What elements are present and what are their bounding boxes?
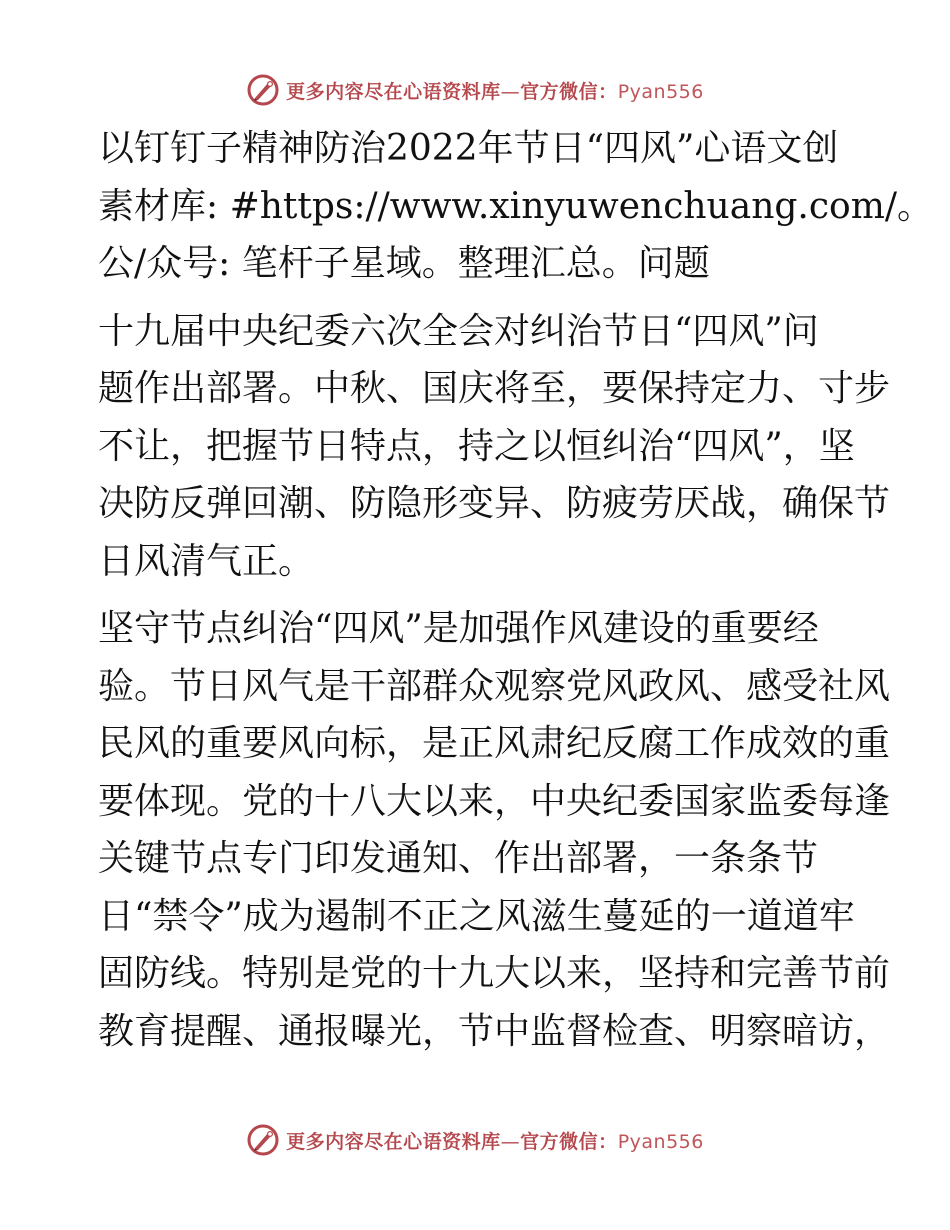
- pen-logo-icon: [246, 73, 280, 107]
- text-line: 决防反弹回潮、防隐形变异、防疲劳厌战，确保节: [98, 483, 891, 524]
- pen-logo-icon: [246, 1123, 280, 1157]
- text-line: 教育提醒、通报曝光，节中监督检查、明察暗访，: [98, 1010, 891, 1052]
- text-line: 固防线。特别是党的十九大以来，坚持和完善节前: [98, 953, 891, 994]
- paragraph-2: [98, 303, 891, 591]
- document-body: [98, 120, 933, 1060]
- paragraph-gap: [98, 590, 848, 600]
- header-banner-inner: [246, 73, 704, 107]
- footer-banner-main: 更多内容尽在心语资料库: [286, 1130, 501, 1153]
- text-line: 不让，把握节日特点，持之以恒纠治“四风”，坚: [98, 425, 855, 467]
- text-line: 坚守节点纠治“四风”是加强作风建设的重要经: [98, 608, 819, 649]
- text-line: 日风清气正。: [98, 540, 315, 582]
- text-line: 要体现。党的十八大以来，中央纪委国家监委每逢: [98, 780, 891, 822]
- paragraph-gap: [98, 293, 848, 303]
- footer-banner-brand: Pyan556: [617, 1130, 704, 1153]
- footer-banner-inner: [246, 1123, 704, 1157]
- footer-banner-text: [286, 1127, 704, 1154]
- header-banner-mid: 官方微信：: [520, 80, 618, 103]
- header-banner-dash: —: [500, 80, 521, 103]
- footer-banner-dash: —: [500, 1130, 521, 1153]
- footer-banner-mid: 官方微信：: [520, 1130, 618, 1153]
- header-banner-brand: Pyan556: [617, 80, 704, 103]
- text-line: 公/众号: 笔杆子星域。整理汇总。问题: [98, 243, 710, 284]
- text-line: 以钉钉子精神防治2022年节日“四风”心语文创: [98, 128, 839, 169]
- text-line: 素材库: #https://www.xinyuwenchuang.com/。: [98, 185, 933, 227]
- paragraph-3: [98, 600, 891, 1060]
- header-banner-text: [286, 77, 704, 104]
- text-line: 日“禁令”成为遏制不正之风滋生蔓延的一道道牢: [98, 895, 855, 937]
- text-line: 题作出部署。中秋、国庆将至，要保持定力、寸步: [98, 368, 891, 409]
- header-banner-main: 更多内容尽在心语资料库: [286, 80, 501, 103]
- text-line: 验。节日风气是干部群众观察党风政风、感受社风: [98, 665, 891, 707]
- footer-banner: [0, 1120, 950, 1160]
- text-line: 民风的重要风向标，是正风肃纪反腐工作成效的重: [98, 723, 891, 764]
- text-line: 十九届中央纪委六次全会对纠治节日“四风”问: [98, 310, 819, 352]
- paragraph-1: [98, 120, 933, 293]
- text-line: 关键节点专门印发通知、作出部署，一条条节: [98, 838, 819, 879]
- header-banner: [0, 70, 950, 110]
